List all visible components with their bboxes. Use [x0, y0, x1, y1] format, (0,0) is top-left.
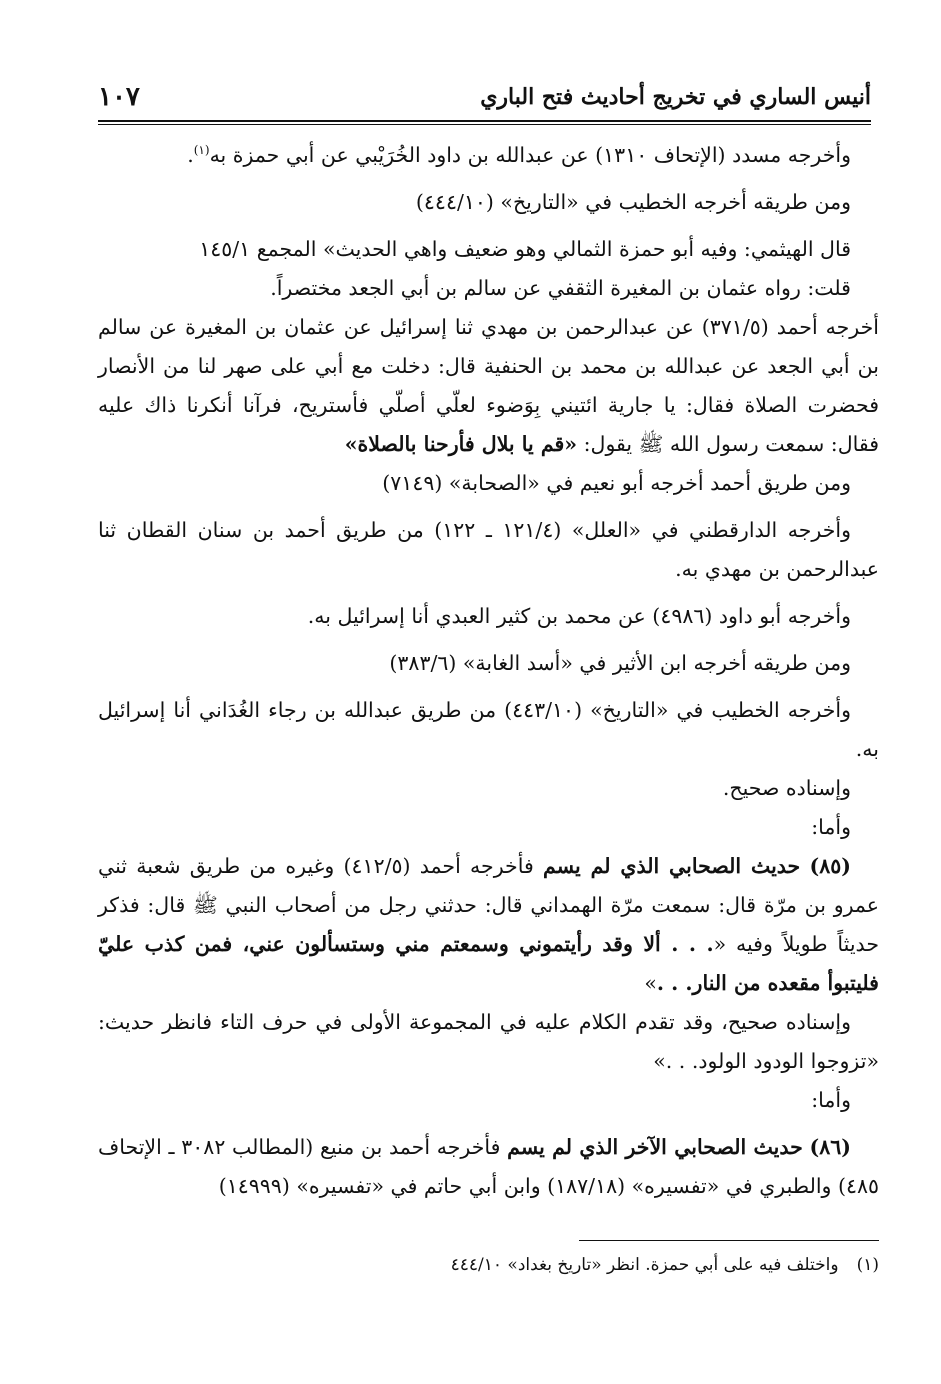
paragraph-text: وإسناده صحيح. — [722, 776, 851, 800]
hadith-quote: . . . ألا وقد رأيتموني وسمعتم مني وستسألون عني، فمن كذب عليّ فليتبوأ مقعده من النار. . . — [98, 932, 879, 995]
main-text — [98, 136, 879, 1206]
paragraph-text: وأخرجه الدارقطني في «العلل» (١٢١/٤ ـ ١٢٢) من طريق أحمد بن سنان القطان ثنا عبدالرحمن بن مهدي به. — [98, 518, 879, 581]
paragraph-text: وأخرجه الخطيب في «التاريخ» (٤٤٣/١٠) من طريق عبدالله بن رجاء الغُدَاني أنا إسرائيل به. — [98, 698, 879, 761]
paragraph-13 — [98, 1003, 879, 1081]
page-header — [98, 80, 871, 120]
paragraph-text: قال الهيثمي: وفيه أبو حمزة الثمالي وهو ضعيف واهي الحديث» المجمع ١٤٥/١ — [199, 237, 851, 261]
paragraph-text: ومن طريقه أخرجه ابن الأثير في «أسد الغابة» (٣٨٣/٦) — [389, 651, 851, 675]
paragraph-12 — [98, 808, 879, 847]
hadith-title: حديث الصحابي الذي لم يسم — [543, 854, 801, 878]
paragraph-text: وإسناده صحيح، وقد تقدم الكلام عليه في المجموعة الأولى في حرف التاء فانظر حديث: «تزوجوا الودود الولود. . .» — [98, 1010, 879, 1073]
footnotes — [98, 1250, 879, 1280]
footnote-item — [98, 1250, 879, 1280]
paragraph-14 — [98, 1081, 879, 1120]
paragraph-text: ومن طريق أحمد أخرجه أبو نعيم في «الصحابة» (٧١٤٩) — [382, 471, 851, 495]
paragraph-text: ومن طريقه أخرجه الخطيب في «التاريخ» (٤٤٤/١٠) — [415, 190, 851, 214]
paragraph-text: وأما: — [811, 815, 851, 839]
quote-close: » — [644, 971, 657, 995]
running-title: أنيس الساري في تخريج أحاديث فتح الباري — [480, 84, 871, 110]
paragraph-10 — [98, 691, 879, 769]
hadith-86 — [98, 1128, 879, 1206]
paragraph-6 — [98, 464, 879, 503]
hadith-title: حديث الصحابي الآخر الذي لم يسم — [507, 1135, 803, 1159]
paragraph-3 — [98, 230, 879, 269]
hadith-text: فأخرجه أحمد (٤١٢/٥) وغيره من طريق شعبة ثني عمرو بن مرّة قال: سمعت مرّة الهمداني قال: حدثني رجل من أصحاب النبي ﷺ قال: فذكر حديثاً طويلاً وفيه « — [98, 854, 879, 956]
paragraph-11 — [98, 769, 879, 808]
paragraph-text: وأخرجه مسدد (الإتحاف ١٣١٠) عن عبدالله بن داود الخُرَيْبي عن أبي حمزة به — [209, 143, 851, 167]
paragraph-8 — [98, 597, 879, 636]
paragraph-5 — [98, 308, 879, 464]
header-rule — [98, 120, 871, 125]
paragraph-4 — [98, 269, 879, 308]
hadith-number: (٨٦) — [809, 1135, 851, 1159]
paragraph-7 — [98, 511, 879, 589]
footnote-ref: (١) — [193, 143, 210, 158]
page-number: ١٠٧ — [98, 82, 140, 112]
paragraph-text: وأخرجه أبو داود (٤٩٨٦) عن محمد بن كثير العبدي أنا إسرائيل به. — [307, 604, 851, 628]
paragraph-text: قلت: رواه عثمان بن المغيرة الثقفي عن سالم بن أبي الجعد مختصراً. — [270, 276, 851, 300]
footnote-mark: (١) — [856, 1255, 879, 1275]
prophetic-quote: «قم يا بلال فأرحنا بالصلاة» — [344, 432, 578, 456]
paragraph-tail: . — [187, 143, 194, 167]
footnote-text: واختلف فيه على أبي حمزة. انظر «تاريخ بغداد» ٤٤٤/١٠ — [450, 1255, 839, 1275]
paragraph-text: أخرجه أحمد (٣٧١/٥) عن عبدالرحمن بن مهدي ثنا إسرائيل عن عثمان بن المغيرة عن سالم بن أبي الجعد عن عبدالله بن محمد بن الحنفية قال: دخلت مع أبي على صهر لنا من الأنصار فحضرت الصلاة فقال: يا جارية ائتيني بِوَضوء لعلّي أصلّي فأستريح، فرآنا أنكرنا ذاك عليه فقال: سمعت رسول الله ﷺ يقول: — [98, 315, 879, 456]
hadith-text: فأخرجه أحمد بن منيع (المطالب ٣٠٨٢ ـ الإتحاف ٤٨٥) والطبري في «تفسيره» (١٨٧/١٨) وابن أبي حاتم في «تفسيره» (١٤٩٩٩) — [98, 1135, 879, 1198]
footnote-rule — [579, 1240, 879, 1241]
paragraph-2 — [98, 183, 879, 222]
paragraph-text: وأما: — [811, 1088, 851, 1112]
paragraph-9 — [98, 644, 879, 683]
paragraph-1 — [98, 136, 879, 175]
hadith-85 — [98, 847, 879, 1003]
hadith-number: (٨٥) — [809, 854, 851, 878]
